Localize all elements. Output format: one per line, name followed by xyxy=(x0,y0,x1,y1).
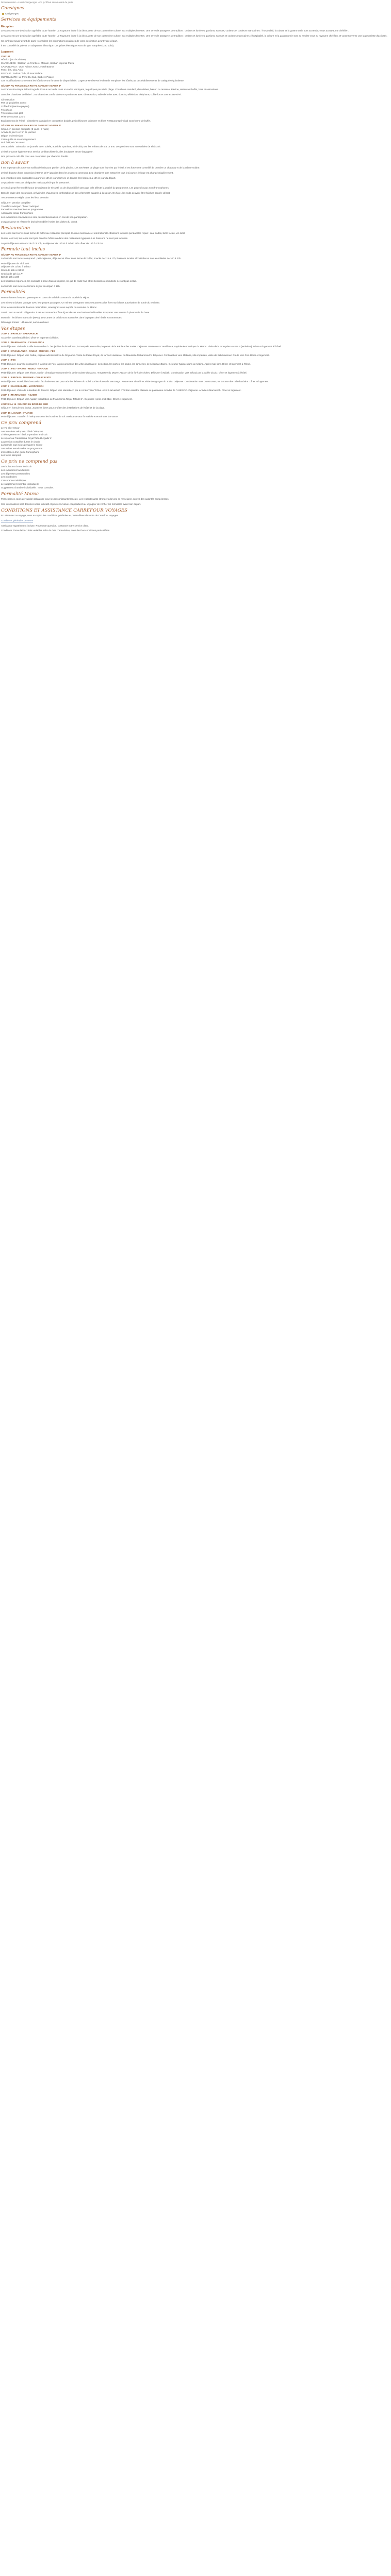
cgv-link[interactable]: Conditions générales de vente xyxy=(1,519,34,522)
hotel-more: L'hôtel propose également un service de blanchisserie, des boutiques et une bagagerie. xyxy=(1,150,93,153)
nonpris-list xyxy=(1,465,390,486)
formalites-text2: Les mineurs doivent voyager avec leur propre passeport. Un mineur voyageant sans ses parents doit être muni d'une autorisation de sortie du territoire. xyxy=(1,301,160,304)
formule-list xyxy=(1,262,390,279)
section-bon: Bon à savoir xyxy=(1,160,29,165)
formule-item: Bar de 10h à 23h xyxy=(1,276,20,279)
sejour3-item: Arrivée le jour 1 en fin de journée xyxy=(1,131,36,134)
formalites-text1: Ressortissants français : passeport en cours de validité couvrant la totalité du séjour. xyxy=(1,296,90,299)
pris-item: La pension complète durant le circuit xyxy=(1,440,40,443)
pris-item: Les taxes aéroport xyxy=(1,454,21,457)
bon-text8: Les excursions et activités ne sont pas remboursables en cas de non-participation. xyxy=(1,215,88,218)
restauration-text2: Durant le circuit, les repas sont pris dans les hôtels ou dans des restaurants typiques. Les boissons ne sont pas incluses. xyxy=(1,237,128,240)
logement-item: OUARZAZATE : Le Perle Du Sud, Berbere Palace xyxy=(1,75,54,78)
formule-item: Snacks de 11h à 17h xyxy=(1,272,23,275)
nonpris-item: Les dépenses personnelles xyxy=(1,472,30,475)
equip-item: Coffre-fort (service payant) xyxy=(1,105,29,108)
logement-item: ERFOUD : Palm's Club, El Ksar Palace xyxy=(1,72,43,75)
nonpris-item: Les boissons durant le circuit xyxy=(1,465,32,468)
equip-item: Télévision écran plat xyxy=(1,112,23,115)
canigeorges-item xyxy=(2,12,389,16)
reception-title: Réception xyxy=(1,25,14,28)
day-title: JOUR 4 : FES xyxy=(1,359,16,362)
cgv-text3: Conditions d'annulation : frais variables selon la date d'annulation, consultez les conditions particulières. xyxy=(1,529,110,532)
section-formule: Formule tout inclus xyxy=(1,247,45,252)
activities-text: Les activités : animation en journée et en soirée, activités sportives, mini-club pour les enfants de 4 à 12 ans. Les piscines sont accessibles de 9h à 18h. xyxy=(1,145,161,148)
bon-text5: Le circuit peut être modifié pour des raisons de sécurité ou de disponibilité sans que cela affecte la qualité du programme. Les guides locaux sont francophones. xyxy=(1,187,170,190)
equip-item: Climatisation xyxy=(1,98,15,101)
day-text: Petit-déjeuner. Visite de la ville de Marrakech : les jardins de la Ménara, la mosquée Koutoubia, le palais de la Bahia et les souks. Déjeuner. Route vers Casablanca, capitale économique du Maroc. Visite de la mosquée Hassan II (extérieur). Dîner et logement à l'hôtel. xyxy=(1,345,282,348)
hotel-text: Nos prix sont calculés pour une occupation par chambre double. xyxy=(1,155,69,158)
formule-text3: La formule tout inclus se termine le jour du départ à 12h. xyxy=(1,284,60,287)
formalites-text4: Santé : aucun vaccin obligatoire. Il est recommandé d'être à jour de ses vaccinations habituelles. Emportez une trousse à pharmacie de base. xyxy=(1,311,150,314)
day-title: JOURS 9 À 14 : SÉJOUR EN BORD DE MER xyxy=(1,402,48,405)
equip-text: Equipements de l'hôtel : Chambres standard en occupation double, petit-déjeuner, déjeuner et dîner. Restaurant principal sous forme de buffet. xyxy=(1,119,151,122)
bon-text9: L'organisateur se réserve le droit de modifier l'ordre des visites du circuit. xyxy=(1,221,78,224)
breadcrumb xyxy=(0,0,391,4)
equip-item: Téléphone xyxy=(1,108,12,111)
nonpris-item: Le supplément chambre individuelle xyxy=(1,482,39,485)
day-text: Petit-déjeuner. Départ vers Ifrane, station climatique surnommée la petite Suisse du Maroc. Traversée du Moyen Atlas et de la forêt de cèdres. Déjeuner à Midelt. Continuation vers Erfoud par la vallée du Ziz. Dîner et logement à l'hôtel. xyxy=(1,371,247,374)
section-programme: Vos étapes xyxy=(1,326,25,331)
reception-text2: Le Maroc est une destination agréable toute l'année. Le Royaume invite à la découverte de son patrimoine culturel aux multiples facettes. Une terre de partage et de tradition : ombres et lumières, parfums, saveurs et couleurs marocaines : l'hospitalité, la culture et la gastronomie sont au rendez-vous au royaume chérifien, et vous trouverez une large palette d'activités. xyxy=(1,34,387,37)
day-title: JOUR 3 : CASABLANCA - RABAT - MEKNES - FES xyxy=(1,350,55,353)
section-cgv: CONDITIONS ET ASSISTANCE CARREFOUR VOYAGES xyxy=(1,507,127,513)
logement-item: FES : Ibis, Idou Anfa xyxy=(1,69,23,72)
day-title: JOUR 2 : MARRAKECH - CASABLANCA xyxy=(1,341,44,344)
restauration-text1: Les repas sont servis sous forme de buffet au restaurant principal. Cuisine marocaine et internationale. Boissons incluses pendant les repas : eau, sodas, bière locale, vin local. xyxy=(1,232,186,235)
cgv-text2: Assistance rapatriement incluse. Pour toute question, contactez notre service client. xyxy=(1,524,89,527)
logement-list xyxy=(1,58,390,79)
nonpris-text: Supplément chambre individuelle : nous consulter. xyxy=(1,486,54,489)
day-text: Accueil et transfert à l'hôtel. Dîner et logement à l'hôtel. xyxy=(1,336,59,339)
pris-item: Les transferts aéroport / hôtel / aéroport xyxy=(1,430,43,433)
pris-item: La formule tout inclus pendant le séjour xyxy=(1,444,43,447)
reception-text: Le Maroc est une destination agréable toute l'année. La Royaume invite à la découverte de son patrimoine culturel aux multiples facettes. Une terre de partage et de tradition : ombres et lumières, parfums, saveurs, couleurs et couleurs marocaines : l'hospitalité, la culture et la gastronomie sont au rendez-vous au royaume chérifien. xyxy=(1,29,349,32)
section-formalites: Formalités xyxy=(1,290,25,295)
sejour3-item: Départ le dernier jour xyxy=(1,134,24,137)
formule-item: Petit-déjeuner de 7h à 10h xyxy=(1,262,29,265)
formule-text2: Les boissons importées, les cocktails à base d'alcool importé, les jus de fruits frais et les boissons en bouteille ne sont pas inclus. xyxy=(1,280,137,283)
sejour3-item: Carte-guide et accompagnement xyxy=(1,138,36,141)
nonpris-item: Les excursions facultatives xyxy=(1,469,29,472)
section-services: Services et équipements xyxy=(1,17,57,23)
day-title: JOUR 7 : OUARZAZATE - MARRAKECH xyxy=(1,385,44,388)
day-title: JOUR 6 : ERFOUD - TINERHIR - OUARZAZATE xyxy=(1,376,51,379)
section-pris: Ce prix comprend xyxy=(1,420,42,426)
equip-item: Pas de poubelles au sol xyxy=(1,101,26,105)
day-text: Petit-déjeuner. Journée consacrée à la visite de Fès, la plus ancienne des villes impériales : la médina, les portes, les souks, les tanneries, la médersa Attarine. Déjeuner typique dans la médina. Après-midi libre. Dîner et logement à l'hôtel. xyxy=(1,362,251,365)
day-text: Petit-déjeuner. Transfert à l'aéroport selon les horaires de vol. Assistance aux formalités et envol vers la France. xyxy=(1,415,119,418)
bon-text2: L'hôtel dispose d'une connexion internet Wi-Fi gratuite dans les espaces communs. Les chambres sont nettoyées tous les jours et le linge est changé régulièrement. xyxy=(1,172,174,175)
logement-text: Ces modifications concernant les hôtels seront fonction de disponibilités. L'agence se réserve le droit de remplacer les hôtels par des établissements de catégorie équivalente. xyxy=(1,79,185,82)
day-text: Petit-déjeuner. Possibilité d'excursion facultative en 4x4 pour admirer le lever du soleil sur les dunes de Merzouga. Route vers Tinerhir et visite des gorges du Todra. Déjeuner. Continuation vers Ouarzazate par la route des mille kasbahs. Dîner et logement. xyxy=(1,380,269,383)
equip-item: Prise de courant 220 V xyxy=(1,115,25,118)
bon-text1: Il est important de porter un maillot de bain pour profiter de la piscine. Les serviettes de plage sont fournies par l'hôtel. Il est fortement conseillé de prendre un chapeau et de la crème solaire. xyxy=(1,166,200,170)
pris-item: Les visites mentionnées au programme xyxy=(1,447,43,450)
day-text: Petit-déjeuner. Départ vers Agadir. Installation au Framissima Royal Tafoukt 4*. Déjeuner. Après-midi libre. Dîner et logement. xyxy=(1,397,133,400)
nonpris-item: L'assurance multirisque xyxy=(1,479,26,482)
reception-text3: Ce qu'il faut savoir avant de partir : consultez les informations pratiques de votre destination avant votre départ. xyxy=(1,39,118,42)
bon-text7: Tenue correcte exigée dans les lieux de culte. xyxy=(1,196,49,199)
day-title: JOUR 8 : MARRAKECH - AGADIR xyxy=(1,394,37,397)
nonpris-item: Les pourboires xyxy=(1,476,17,479)
formule-text1: La formule tout inclus comprend : petit-déjeuner, déjeuner et dîner sous forme de buffet, snacks de 11h à 17h, boissons locales alcoolisées et non alcoolisées de 10h à 23h. xyxy=(1,257,182,260)
formalites-text3: Pour les ressortissants d'autres nationalités, renseignez-vous auprès du consulat du Maroc. xyxy=(1,306,97,309)
bon-item: Transferts aéroport / hôtel / aéroport xyxy=(1,205,39,208)
day-title: JOUR 5 : FES - IFRANE - MIDELT - ERFOUD xyxy=(1,367,48,370)
formule-item: Déjeuner de 12h30 à 14h30 xyxy=(1,265,30,268)
breadcrumb-text: Documentation › Livret Canigeorges › Ce qu'il faut savoir avant de partir xyxy=(1,1,73,4)
sejour2-text: Dans les chambres de l'hôtel : 270 chambres confortables et spacieuses avec climatisation, salle de bains avec douche, télévision, téléphone, coffre-fort et connexion Wi-Fi. xyxy=(1,93,182,96)
section-restauration: Restauration xyxy=(1,225,30,231)
formalites-text6: Décalage horaire : -1h en été, aucun en hiver. xyxy=(1,321,50,324)
logement-item: CASABLANCA : Oum Palace, Kenzi, Hotel Basma xyxy=(1,65,54,68)
reception-text4: Il est conseillé de prévoir un adaptateur électrique. Les prises électriques sont de type européen (220 volts). xyxy=(1,44,115,47)
sejour3-list xyxy=(1,128,390,145)
sejour1-text: Le Framissima Royal Tafoukt Agadir 4* vous accueille dans un cadre verdoyant, à quelques pas de la plage. Chambres standard, climatisées, balcon ou terrasse. Piscine, restaurant buffet, bars et animations. xyxy=(1,88,219,91)
sejour1-title: SÉJOUR AU FRAMISSIMA ROYAL TAFOUKT AGADIR 4* xyxy=(1,84,61,88)
conditions-text2: Ces informations sont données à titre indicatif et peuvent évoluer. Il appartient au voyageur de vérifier les formalités avant son départ. xyxy=(1,503,141,506)
day-text: Petit-déjeuner. Départ vers Rabat, capitale administrative du Royaume. Visite du Palais Royal, de la Tour Hassan et du Mausolée Mohammed V. Déjeuner. Continuation vers Meknès, ville impériale, visite de Bab Mansour. Route vers Fès. Dîner et logement. xyxy=(1,353,270,357)
programme-list xyxy=(0,332,391,418)
section-conditions: Formalité Maroc xyxy=(1,491,39,497)
bon-text3: Les chambres sont disponibles à partir de 15h le jour d'arrivée et doivent être libérées à 12h le jour du départ. xyxy=(1,176,116,179)
pris-item: Le vol aller-retour xyxy=(1,427,20,430)
pris-list xyxy=(1,427,390,457)
equip-list xyxy=(1,98,390,119)
sejour3-item: Séjour en pension complète (8 jours / 7 nuits) xyxy=(1,127,49,130)
conditions-text1: Passeport en cours de validité obligatoire pour les ressortissants français. Les ressortissants étrangers doivent se renseigner auprès des autorités compétentes. xyxy=(1,498,169,501)
pris-item: L'hébergement en hôtel 3* pendant le circuit xyxy=(1,433,47,436)
restauration-text3: Le petit-déjeuner est servi de 7h à 10h, le déjeuner de 12h30 à 14h30 et le dîner de 19h à 21h30. xyxy=(1,242,104,245)
formalites-text5: Monnaie : le dirham marocain (MAD). Les cartes de crédit sont acceptées dans la plupart des hôtels et commerces. xyxy=(1,316,122,319)
pris-item: L'assistance d'un guide francophone xyxy=(1,450,40,453)
day-title: JOUR 1 : FRANCE - MARRAKECH xyxy=(1,332,38,335)
section-nonpris: Ce prix ne comprend pas xyxy=(1,459,58,464)
bon-item: Assistance locale francophone xyxy=(1,211,34,214)
formule-item: Dîner de 19h à 21h30 xyxy=(1,269,24,272)
section-consignes: Consignes xyxy=(1,6,24,11)
bullet-icon xyxy=(2,13,4,15)
bon-text6: Dans le cadre des excursions, prévoir des chaussures confortables et des vêtements adaptés à la saison. En hiver, les nuits peuvent être fraîches dans le désert. xyxy=(1,191,171,194)
sejour3-item: Nuit / départ / et retour xyxy=(1,141,25,144)
formule-title: SÉJOUR AU FRAMISSIMA ROYAL TAFOUKT AGADIR 4* xyxy=(1,253,61,256)
canigeorges-label: Canigeorges xyxy=(5,12,19,15)
sejour3-title: SÉJOUR AU FRAMISSIMA ROYAL TAFOUKT AGADIR 4* xyxy=(1,124,61,127)
day-title: JOUR 15 : AGADIR - FRANCE xyxy=(1,411,33,414)
day-text: Séjour en formule tout inclus. Journées libres pour profiter des installations de l'hôtel et de la plage. xyxy=(1,406,105,409)
logement-sub: CIRCUIT xyxy=(1,55,10,58)
bon-item: Excursions mentionnées au programme xyxy=(1,208,43,211)
pris-item: Le séjour au Framissima Royal Tafoukt Agadir 4* xyxy=(1,437,53,439)
cgv-text1: En réservant ce voyage, vous acceptez les conditions générales et particulières de vente de Carrefour Voyages. xyxy=(1,514,119,517)
day-text: Petit-déjeuner. Visite de la kasbah de Taourirt. Départ vers Marrakech par le col du Tizi n'Tichka. Arrêt à la kasbah d'Aït Ben Haddou classée au patrimoine mondial de l'UNESCO. Déjeuner. Arrivée à Marrakech. Dîner et logement. xyxy=(1,388,241,392)
logement-title: Logement xyxy=(1,50,13,54)
logement-item: MARRAKECH : Dakkar, La Frontière, Mariam, Kasbah Imperial Plaza xyxy=(1,62,74,65)
bon-list xyxy=(1,201,390,215)
bon-text4: Le pourboire n'est pas obligatoire mais apprécié par le personnel. xyxy=(1,181,70,184)
bon-item: Séjour en pension complète xyxy=(1,201,30,204)
logement-item: Hôtel 3* (en circulation) xyxy=(1,58,26,61)
